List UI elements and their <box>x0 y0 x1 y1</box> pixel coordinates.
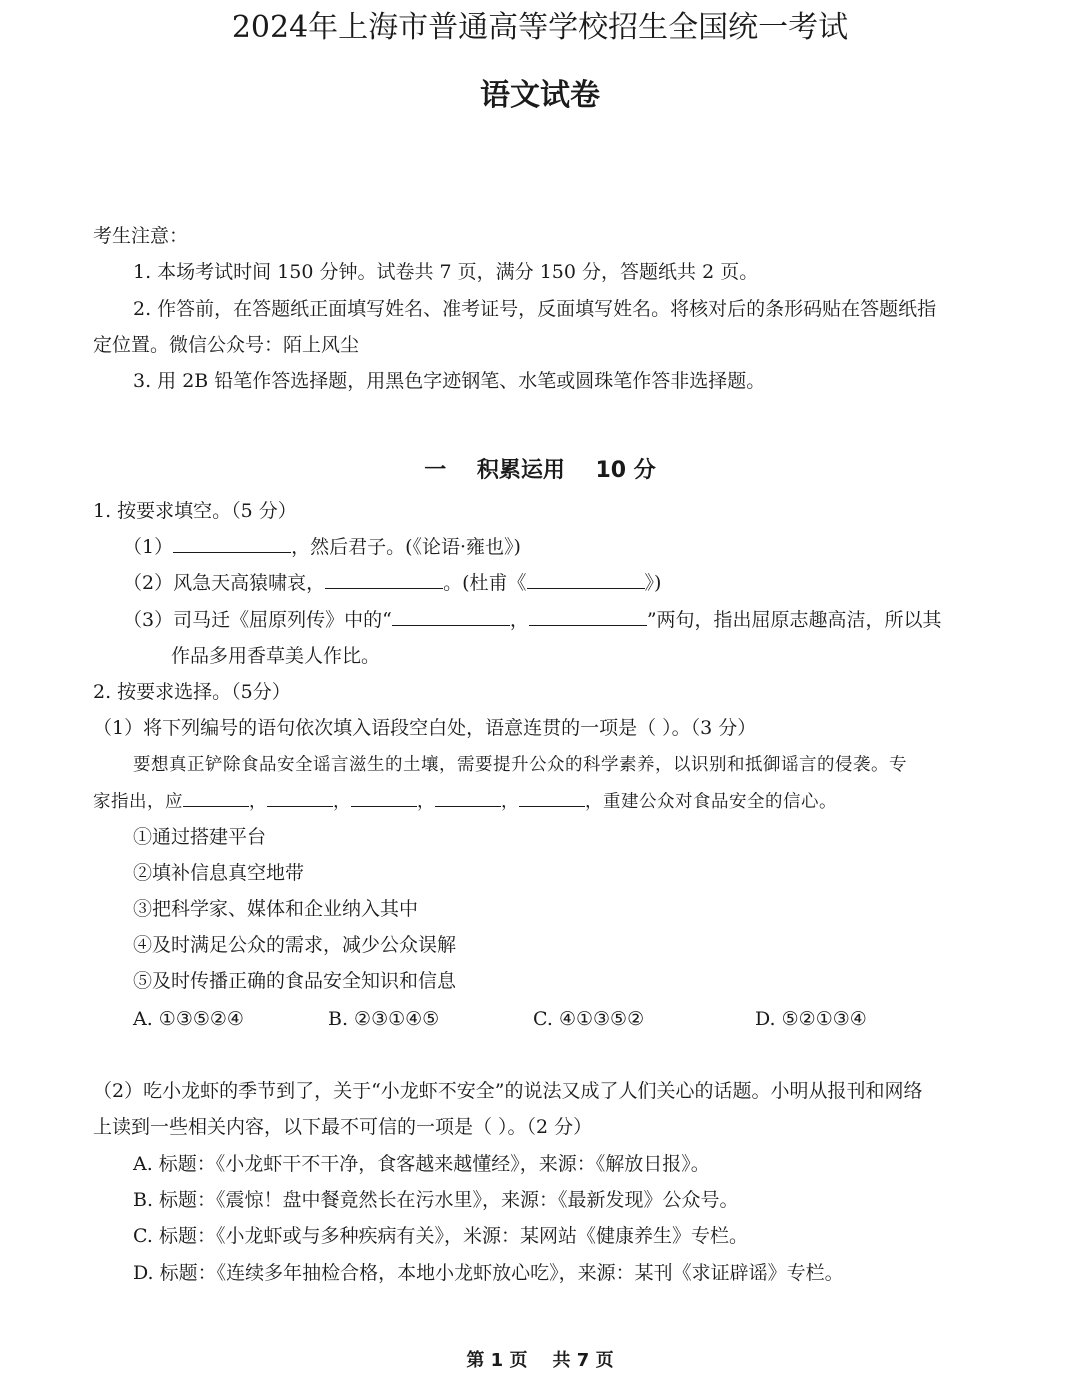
q1-sub2-blank-2[interactable] <box>527 568 645 589</box>
q2-part2-option-b[interactable]: B. 标题：《震惊！盘中餐竟然长在污水里》，来源：《最新发现》公众号。 <box>133 1189 739 1211</box>
notice-item-3: 3. 用 2B 铅笔作答选择题，用黑色字迹钢笔、水笔或圆珠笔作答非选择题。 <box>133 370 766 392</box>
q2-part1-option-b[interactable]: B. ②③①④⑤ <box>328 1008 440 1030</box>
q1-sub1-suffix: ，然后君子。(《论语·雍也》) <box>291 536 521 558</box>
q1-sub3-blank-2[interactable] <box>529 605 647 626</box>
q2-passage-blank-2[interactable] <box>267 786 333 807</box>
section-heading: 一 积累运用 10 分 <box>424 458 656 483</box>
q1-sub3-blank-1[interactable] <box>392 605 510 626</box>
q2-part2-option-a[interactable]: A. 标题：《小龙虾干不干净，食客越来越懂经》，来源：《解放日报》。 <box>133 1153 710 1175</box>
q2-passage-line1: 要想真正铲除食品安全谣言滋生的土壤，需要提升公众的科学素养，以识别和抵御谣言的侵袭。专 <box>133 755 907 775</box>
q2-part2-option-c[interactable]: C. 标题：《小龙虾或与多种疾病有关》，米源：某网站《健康养生》专栏。 <box>133 1225 748 1247</box>
q1-sub3-comma: ， <box>509 609 529 631</box>
q1-sub1-blank[interactable] <box>173 532 291 553</box>
q2-passage-blank-5[interactable] <box>519 786 585 807</box>
q2-passage-comma-4: ， <box>501 792 519 812</box>
q1-sub3-prefix: （3）司马迁《屈原列传》中的“ <box>123 609 392 631</box>
paper-subtitle: 语文试卷 <box>480 78 600 113</box>
q2-item-2: ②填补信息真空地带 <box>133 862 305 884</box>
q1-sub2-mid: 。(杜甫《 <box>443 572 527 594</box>
notice-item-1: 1. 本场考试时间 150 分钟。试卷共 7 页，满分 150 分，答题纸共 2 页。 <box>133 261 759 283</box>
q1-sub3-suffix: ”两句，指出屈原志趣高洁，所以其 <box>646 609 942 631</box>
q2-passage-blank-3[interactable] <box>351 786 417 807</box>
q2-part2-stem-line2: 上读到一些相关内容，以下最不可信的一项是（ ）。（2 分） <box>93 1116 593 1138</box>
q1-sub2-prefix: （2）风急天高猿啸哀， <box>123 572 326 594</box>
exam-title: 2024年上海市普通高等学校招生全国统一考试 <box>231 10 849 45</box>
q1-sub2 <box>123 568 661 598</box>
q1-sub2-suffix: 》) <box>644 572 662 594</box>
q1-sub1-prefix: （1） <box>123 536 174 558</box>
q2-item-3: ③把科学家、媒体和企业纳入其中 <box>133 898 419 920</box>
q2-passage-suffix: ，重建公众对食品安全的信心。 <box>585 792 837 812</box>
q2-part1-option-a[interactable]: A. ①③⑤②④ <box>133 1008 244 1030</box>
q2-part1-option-d[interactable]: D. ⑤②①③④ <box>755 1008 867 1030</box>
q2-item-4: ④及时满足公众的需求，减少公众误解 <box>133 934 457 956</box>
q1-sub3 <box>123 605 942 635</box>
q2-passage-line2 <box>93 786 837 817</box>
q2-passage-prefix: 家指出，应 <box>93 792 183 812</box>
q2-item-5: ⑤及时传播正确的食品安全知识和信息 <box>133 970 457 992</box>
q2-part2-stem-line1: （2）吃小龙虾的季节到了，关于“小龙虾不安全”的说法又成了人们关心的话题。小明从报刊和网络 <box>93 1080 923 1102</box>
q2-passage-blank-4[interactable] <box>435 786 501 807</box>
q2-passage-blank-1[interactable] <box>183 786 249 807</box>
q2-item-1: ①通过搭建平台 <box>133 826 267 848</box>
q2-passage-comma-3: ， <box>417 792 435 812</box>
q2-passage-comma-1: ， <box>249 792 267 812</box>
q2-passage-comma-2: ， <box>333 792 351 812</box>
q1-sub2-blank-1[interactable] <box>325 568 443 589</box>
q2-part1-option-c[interactable]: C. ④①③⑤② <box>533 1008 645 1030</box>
q2-stem: 2. 按要求选择。（5分） <box>93 681 291 703</box>
notice-item-2-line1: 2. 作答前，在答题纸正面填写姓名、准考证号，反面填写姓名。将核对后的条形码贴在答题纸指 <box>133 298 937 320</box>
page-footer: 第 1 页 共 7 页 <box>466 1350 614 1371</box>
notice-label: 考生注意： <box>93 225 189 247</box>
q2-part1-stem: （1）将下列编号的语句依次填入语段空白处，语意连贯的一项是（ ）。（3 分） <box>93 717 757 739</box>
q1-sub1 <box>123 532 521 562</box>
notice-item-2-line2: 定位置。微信公众号：陌上风尘 <box>93 334 360 356</box>
q2-part2-option-d[interactable]: D. 标题：《连续多年抽检合格，本地小龙虾放心吃》，来源：某刊《求证辟谣》专栏。 <box>133 1262 844 1284</box>
q1-stem: 1. 按要求填空。（5 分） <box>93 500 297 522</box>
q1-sub3-line2: 作品多用香草美人作比。 <box>171 645 381 667</box>
